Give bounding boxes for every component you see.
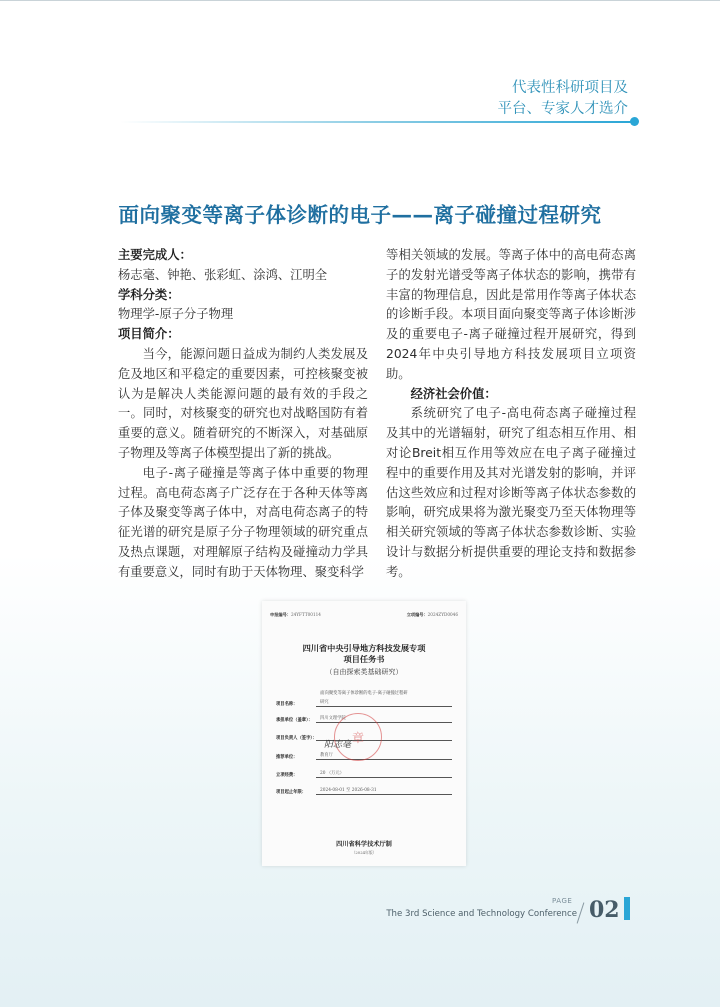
intro-paragraph-2-end: 等相关领域的发展。等离子体中的高电荷态离子的发射光谱受等离子体状态的影响，携带有丰富的物理信息，因此是常用作等离子体状态的诊断手段。本项目面向聚变等离子体诊断涉及的重要电子-离子碰撞过程开展研究，得到2024年中央引导地方科技发展项目立项资助。 [386, 248, 636, 381]
left-column [118, 246, 368, 583]
approval-code-label: 立项编号： [406, 612, 428, 617]
footer-accent-bar [624, 897, 630, 920]
intro-paragraph-1: 当今，能源问题日益成为制约人类发展及危及地区和平稳定的重要因素，可控核聚变被认为是解决人类能源问题的最有效的手段之一。同时，对核聚变的研究也对战略国防有着重要的意义。随着研究的不断深入，对基础原子物理及等离子体模型提出了新的挑战。 [118, 346, 368, 460]
footer-slash [577, 902, 585, 923]
document-issuer: 四川省科学技术厅制 [336, 841, 392, 848]
intro-paragraph-2-start: 电子-离子碰撞是等离子体中重要的物理过程。高电荷态离子广泛存在于各种天体等离子体及聚变等离子体中，对高电荷态离子的特征光谱的研究是原子分子物理领域的研究重点及热点课题，对理解原子结构及碰撞动力学具有重要意义，同时有助于天体物理、聚变科学 [118, 465, 368, 579]
document-row [276, 771, 452, 778]
document-version: （2024年版） [351, 850, 377, 855]
discipline-text: 物理学-原子分子物理 [118, 307, 234, 322]
footer-page-label: PAGE [552, 897, 573, 905]
value-heading: 经济社会价值： [410, 386, 497, 401]
document-row [276, 700, 452, 707]
section-divider [120, 121, 634, 123]
contributors-text: 杨志毫、钟艳、张彩虹、涂鸿、江明全 [118, 267, 328, 282]
section-label-line1: 代表性科研项目及 [512, 80, 628, 96]
document-title [262, 643, 466, 665]
document-row-label: 项目起止年限： [276, 790, 307, 795]
document-codes [270, 612, 458, 618]
document-row-value: 四川文理学院 [316, 716, 452, 723]
section-divider-dot [630, 117, 639, 126]
document-row-label: 承担单位（盖章）： [276, 718, 313, 723]
document-row [276, 788, 452, 795]
footer-conference: The 3rd Science and Technology Conference [386, 909, 577, 919]
document-title-line1: 四川省中央引导地方科技发展专项 [302, 643, 426, 653]
application-code-value: 24YFTT00114 [290, 612, 321, 617]
document-row-label: 推荐单位： [276, 755, 298, 760]
contributors-heading: 主要完成人： [118, 248, 192, 262]
section-label-line2: 平台、专家人才选介 [497, 101, 628, 117]
article-title: 面向聚变等离子体诊断的电子——离子碰撞过程研究 [118, 203, 602, 227]
top-border [0, 0, 720, 1]
document-row-value: 教育厅 [316, 753, 452, 760]
document-subtitle: （自由探索类基础研究） [325, 668, 403, 676]
document-row-value: 20 （万元） [316, 771, 452, 778]
seal-text: 章 [351, 730, 364, 745]
document-project-name: 面向聚变等离子体诊断的电子-离子碰撞过程研 [320, 691, 408, 696]
right-column [386, 246, 636, 583]
intro-heading: 项目简介： [118, 327, 180, 342]
approval-code-value: 2024ZYD0046 [427, 612, 458, 617]
section-label [498, 78, 629, 120]
application-code-label: 申报编号： [270, 612, 291, 617]
value-paragraph: 系统研究了电子-高电荷态离子碰撞过程及其中的光谱辐射，研究了组态相互作用、相对论Breit相互作用等效应在电子离子碰撞过程中的重要作用及其对光谱发射的影响，并评估这些效应和过程对诊断等离子体状态参数的影响，研究成果将为激光聚变乃至天体物理等相关研究领域的等离子体状态参数诊断、实验设计与数据分析提供重要的理论支持和数据参考。 [386, 406, 636, 579]
document-row-label: 立项经费： [276, 773, 298, 778]
document-row-label: 项目负责人（签字）： [276, 736, 317, 741]
signature: 阳志毫 [324, 740, 352, 750]
document-title-line2: 项目任务书 [343, 654, 385, 664]
task-document-image [262, 601, 466, 866]
document-row-label: 项目名称： [276, 702, 298, 707]
document-row-value: 研究 [316, 700, 452, 707]
discipline-heading: 学科分类： [118, 287, 180, 302]
document-row-value: 2024-08-01 至 2026-08-31 [316, 788, 452, 795]
page-number: 02 [589, 897, 620, 923]
